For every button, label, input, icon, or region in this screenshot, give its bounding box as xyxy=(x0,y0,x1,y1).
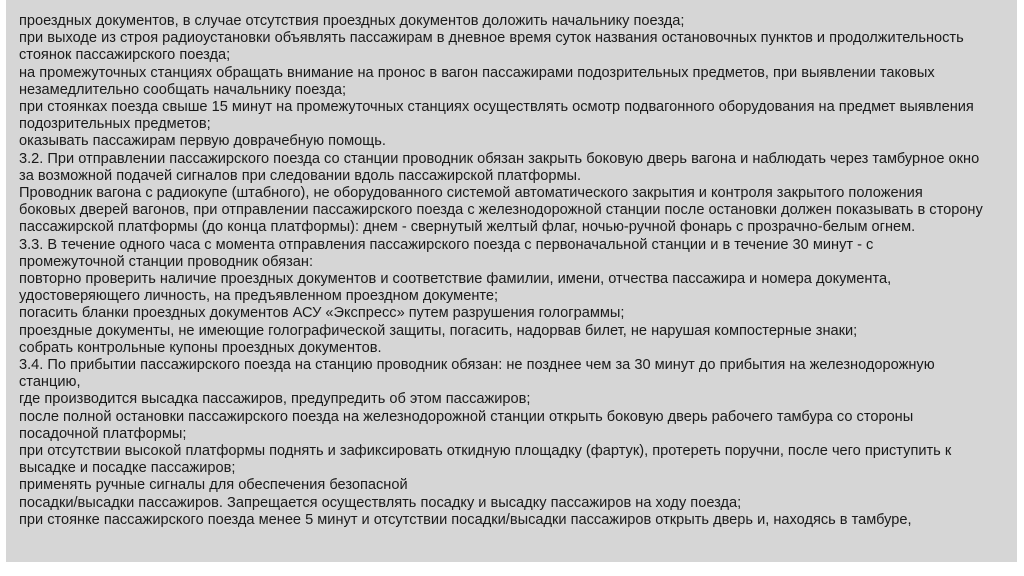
text-line: боковых дверей вагонов, при отправлении пассажирского поезда с железнодорожной станции после остановки должен показывать в сторону xyxy=(19,202,983,219)
text-line: проездных документов, в случае отсутствия проездных документов доложить начальнику поезда; xyxy=(19,13,685,29)
text-line: после полной остановки пассажирского поезда на железнодорожной станции открыть боковую дверь рабочего тамбура со стороны xyxy=(19,408,914,425)
text-line: удостоверяющего личность, на предъявленном проездном документе; xyxy=(19,288,499,305)
text-line: при отсутствии высокой платформы поднять и зафиксировать откидную площадку (фартук), протереть поручни, после чего приступить к xyxy=(19,443,952,460)
text-line: промежуточной станции проводник обязан: xyxy=(19,253,314,270)
document-slide xyxy=(6,0,1017,562)
text-line: применять ручные сигналы для обеспечения безопасной xyxy=(19,477,408,494)
text-line: на промежуточных станциях обращать внимание на пронос в вагон пассажирами подозрительных предметов, при выявлении таковых xyxy=(19,64,935,81)
text-line: высадке и посадке пассажиров; xyxy=(19,460,236,477)
text-line: посадочной платформы; xyxy=(19,425,187,442)
text-line: 3.3. В течение одного часа с момента отправления пассажирского поезда с первоначальной станции и в течение 30 минут - с xyxy=(19,236,874,253)
text-line: Проводник вагона с радиокупе (штабного), не оборудованного системой автоматического закрытия и контроля закрытого положения xyxy=(19,185,923,202)
text-line: собрать контрольные купоны проездных документов. xyxy=(19,339,382,356)
text-line: посадки/высадки пассажиров. Запрещается осуществлять посадку и высадку пассажиров на ходу поезда; xyxy=(19,494,742,511)
document-text xyxy=(19,13,1009,529)
text-line: за возможной подачей сигналов при следовании вдоль пассажирской платформы. xyxy=(19,167,582,184)
text-line: 3.4. По прибытии пассажирского поезда на станцию проводник обязан: не позднее чем за 30 минут до прибытия на железнодорожную xyxy=(19,357,935,374)
text-line: проездные документы, не имеющие голографической защиты, погасить, надорвав билет, не нарушая компостерные знаки; xyxy=(19,322,858,339)
text-line: при выходе из строя радиоустановки объявлять пассажирам в дневное время суток названия остановочных пунктов и продолжительность xyxy=(19,30,964,47)
text-line: оказывать пассажирам первую доврачебную помощь. xyxy=(19,133,386,150)
text-line: где производится высадка пассажиров, предупредить об этом пассажиров; xyxy=(19,391,531,408)
text-line: 3.2. При отправлении пассажирского поезда со станции проводник обязан закрыть боковую дверь вагона и наблюдать через тамбурное окно xyxy=(19,150,980,167)
text-line: подозрительных предметов; xyxy=(19,116,211,133)
text-line: стоянок пассажирского поезда; xyxy=(19,47,231,64)
text-line: станцию, xyxy=(19,374,81,391)
text-line: незамедлительно сообщать начальнику поезда; xyxy=(19,81,347,98)
text-line: при стоянке пассажирского поезда менее 5 минут и отсутствии посадки/высадки пассажиров открыть дверь и, находясь в тамбуре, xyxy=(19,511,912,528)
text-line: пассажирской платформы (до конца платформы): днем - свернутый желтый флаг, ночью-ручной фонарь с прозрачно-белым огнем. xyxy=(19,219,916,236)
text-line: повторно проверить наличие проездных документов и соответствие фамилии, имени, отчества пассажира и номера документа, xyxy=(19,271,892,288)
text-line: при стоянках поезда свыше 15 минут на промежуточных станциях осуществлять осмотр подвагонного оборудования на предмет выявления xyxy=(19,99,974,116)
text-line: погасить бланки проездных документов АСУ «Экспресс» путем разрушения голограммы; xyxy=(19,305,625,322)
